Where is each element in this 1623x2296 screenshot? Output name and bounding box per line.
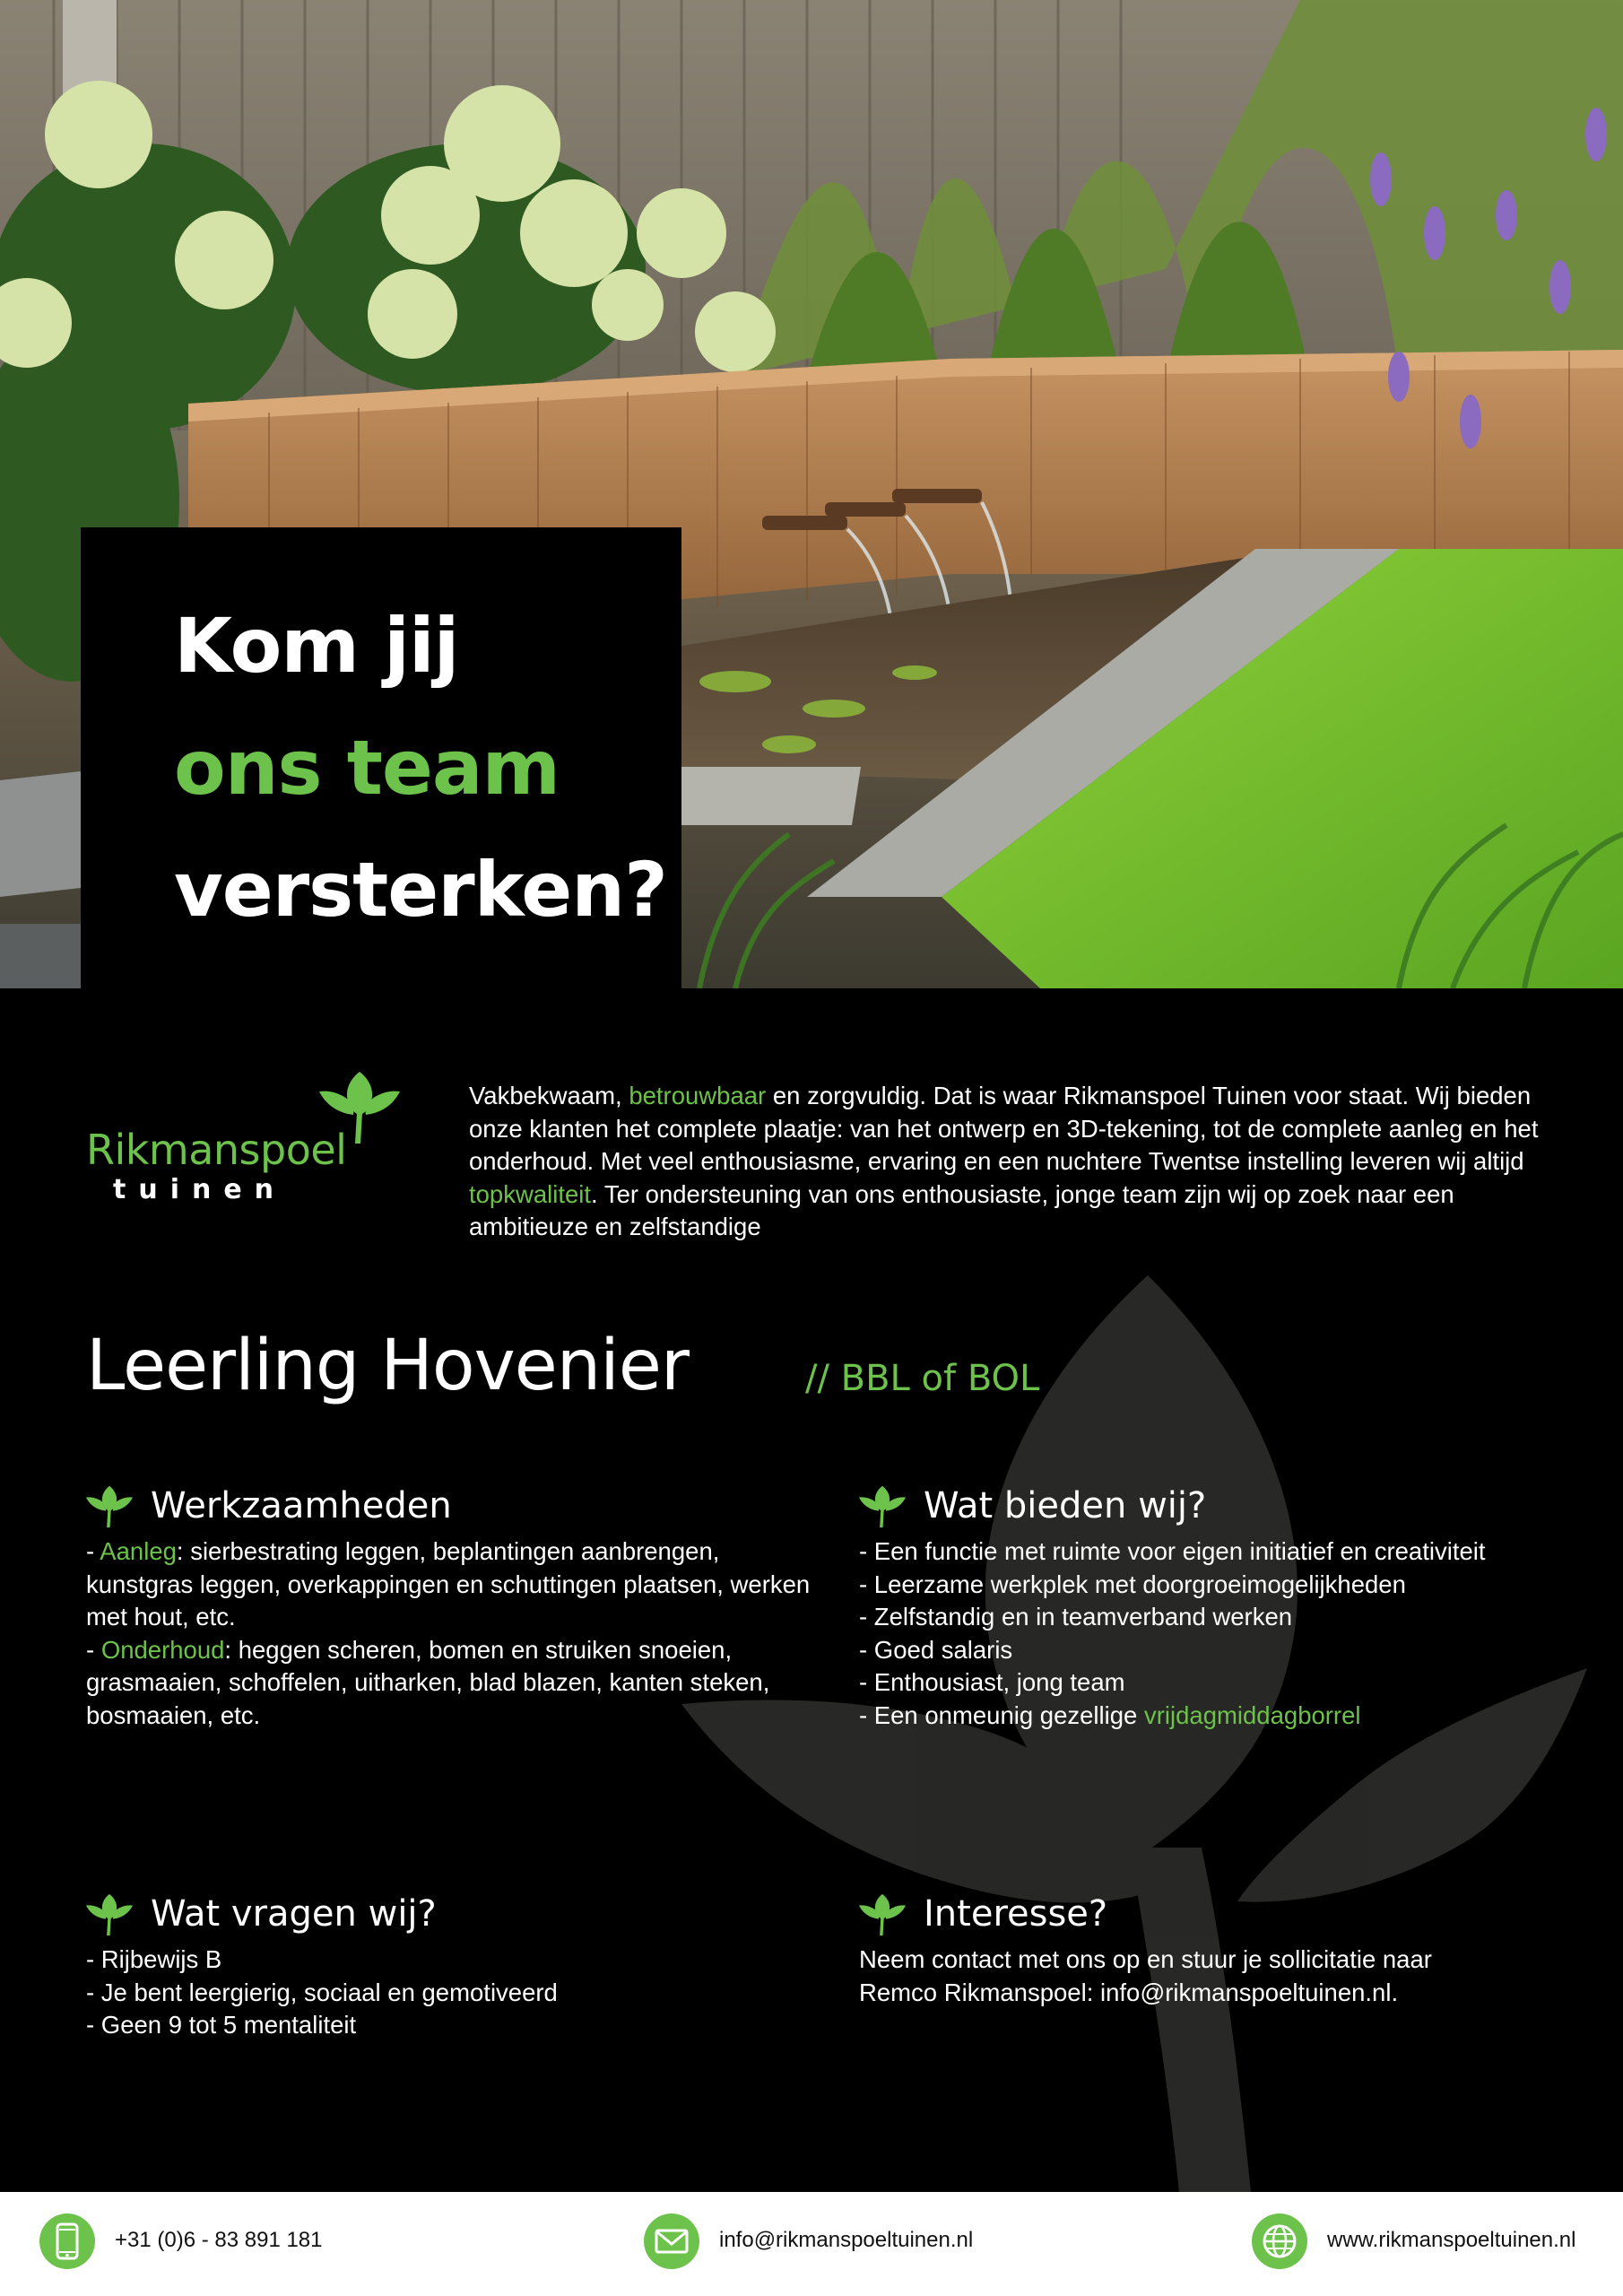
list-item: - Je bent leergierig, sociaal en gemotiveerd bbox=[86, 1978, 558, 2006]
intro-text-1: Vakbekwaam, bbox=[469, 1082, 629, 1109]
list-item: - Enthousiast, jong team bbox=[859, 1668, 1125, 1696]
section-body bbox=[859, 1535, 1603, 1732]
list-item: - Leerzame werkplek met doorgroeimogelijkheden bbox=[859, 1570, 1406, 1598]
sprout-icon bbox=[86, 1888, 133, 1942]
interesse-line-1: Neem contact met ons op en stuur je sollicitatie naar bbox=[859, 1945, 1432, 1973]
list-item: - Goed salaris bbox=[859, 1635, 1013, 1664]
phone-number[interactable]: +31 (0)6 - 83 891 181 bbox=[115, 2228, 323, 2252]
company-logo bbox=[86, 1072, 382, 1215]
sprout-icon bbox=[859, 1888, 906, 1942]
sprout-icon bbox=[859, 1480, 906, 1534]
job-title: Leerling Hovenier bbox=[86, 1326, 689, 1406]
headline-box bbox=[81, 527, 681, 988]
list-item-onderhoud: - Onderhoud: heggen scheren, bomen en struiken snoeien, grasmaaien, schoffelen, uitharken, blad blazen, kanten steken, bosmaaien, etc. bbox=[86, 1635, 770, 1729]
list-item: - Zelfstandig en in teamverband werken bbox=[859, 1603, 1293, 1631]
phone-icon bbox=[39, 2213, 95, 2269]
section-heading: Wat bieden wij? bbox=[924, 1485, 1207, 1526]
section-heading: Wat vragen wij? bbox=[151, 1893, 437, 1935]
list-item: - Een onmeunig gezellige vrijdagmiddagborrel bbox=[859, 1700, 1361, 1729]
mail-icon bbox=[644, 2213, 699, 2269]
list-item: - Rijbewijs B bbox=[86, 1945, 222, 1973]
intro-highlight-topkwaliteit: topkwaliteit bbox=[469, 1179, 592, 1208]
logo-subtitle: tuinen bbox=[113, 1174, 287, 1205]
section-body bbox=[86, 1535, 821, 1732]
leaf-watermark-icon bbox=[664, 1274, 1596, 2192]
sprout-icon bbox=[86, 1480, 133, 1534]
list-item: - Geen 9 tot 5 mentaliteit bbox=[86, 2011, 357, 2039]
intro-text-3: . Ter ondersteuning van ons enthousiaste, jonge team zijn wij op zoek naar een ambitieuze en zelfstandige bbox=[469, 1179, 1454, 1240]
highlight-aanleg: Aanleg bbox=[100, 1537, 177, 1565]
email-address[interactable]: info@rikmanspoeltuinen.nl bbox=[719, 2228, 974, 2252]
section-wat-bieden-wij bbox=[859, 1480, 1603, 1732]
highlight-vrijdagmiddagborrel: vrijdagmiddagborrel bbox=[1143, 1700, 1361, 1729]
interesse-line-2: Remco Rikmanspoel: info@rikmanspoeltuinen.nl. bbox=[859, 1978, 1399, 2006]
section-heading: Interesse? bbox=[924, 1893, 1108, 1935]
section-wat-vragen-wij bbox=[86, 1888, 821, 2042]
section-interesse bbox=[859, 1888, 1594, 2009]
intro-highlight-betrouwbaar: betrouwbaar bbox=[629, 1082, 767, 1109]
highlight-onderhoud: Onderhoud bbox=[100, 1635, 225, 1664]
list-item: - Een functie met ruimte voor eigen initiatief en creativiteit bbox=[859, 1537, 1486, 1565]
intro-text-2: en zorgvuldig. Dat is waar Rikmanspoel Tuinen voor staat. Wij bieden onze klanten het complete plaatje: van het ontwerp en 3D-tekening, tot de complete aanleg en het onderhoud. Met veel enthousiasme, ervaring en een nuchtere Twentse instelling leveren wij altijd bbox=[469, 1082, 1539, 1175]
globe-icon bbox=[1252, 2213, 1307, 2269]
section-body bbox=[86, 1944, 821, 2042]
job-subtitle: // BBL of BOL bbox=[805, 1358, 1040, 1399]
hero-photo bbox=[0, 0, 1623, 988]
section-werkzaamheden bbox=[86, 1480, 821, 1732]
section-heading: Werkzaamheden bbox=[151, 1485, 452, 1526]
headline-line-2: ons team bbox=[174, 724, 560, 812]
headline-line-3: versterken? bbox=[174, 846, 667, 934]
logo-name: Rikmanspoel bbox=[86, 1126, 347, 1174]
intro-paragraph bbox=[469, 1080, 1572, 1244]
website-url[interactable]: www.rikmanspoeltuinen.nl bbox=[1327, 2228, 1576, 2252]
contact-footer bbox=[0, 2192, 1623, 2296]
headline-line-1: Kom jij bbox=[174, 602, 459, 690]
list-item-aanleg: - Aanleg: sierbestrating leggen, beplantingen aanbrengen, kunstgras leggen, overkappingen en schuttingen plaatsen, werken met hout, etc. bbox=[86, 1537, 811, 1631]
section-body bbox=[859, 1944, 1594, 2009]
